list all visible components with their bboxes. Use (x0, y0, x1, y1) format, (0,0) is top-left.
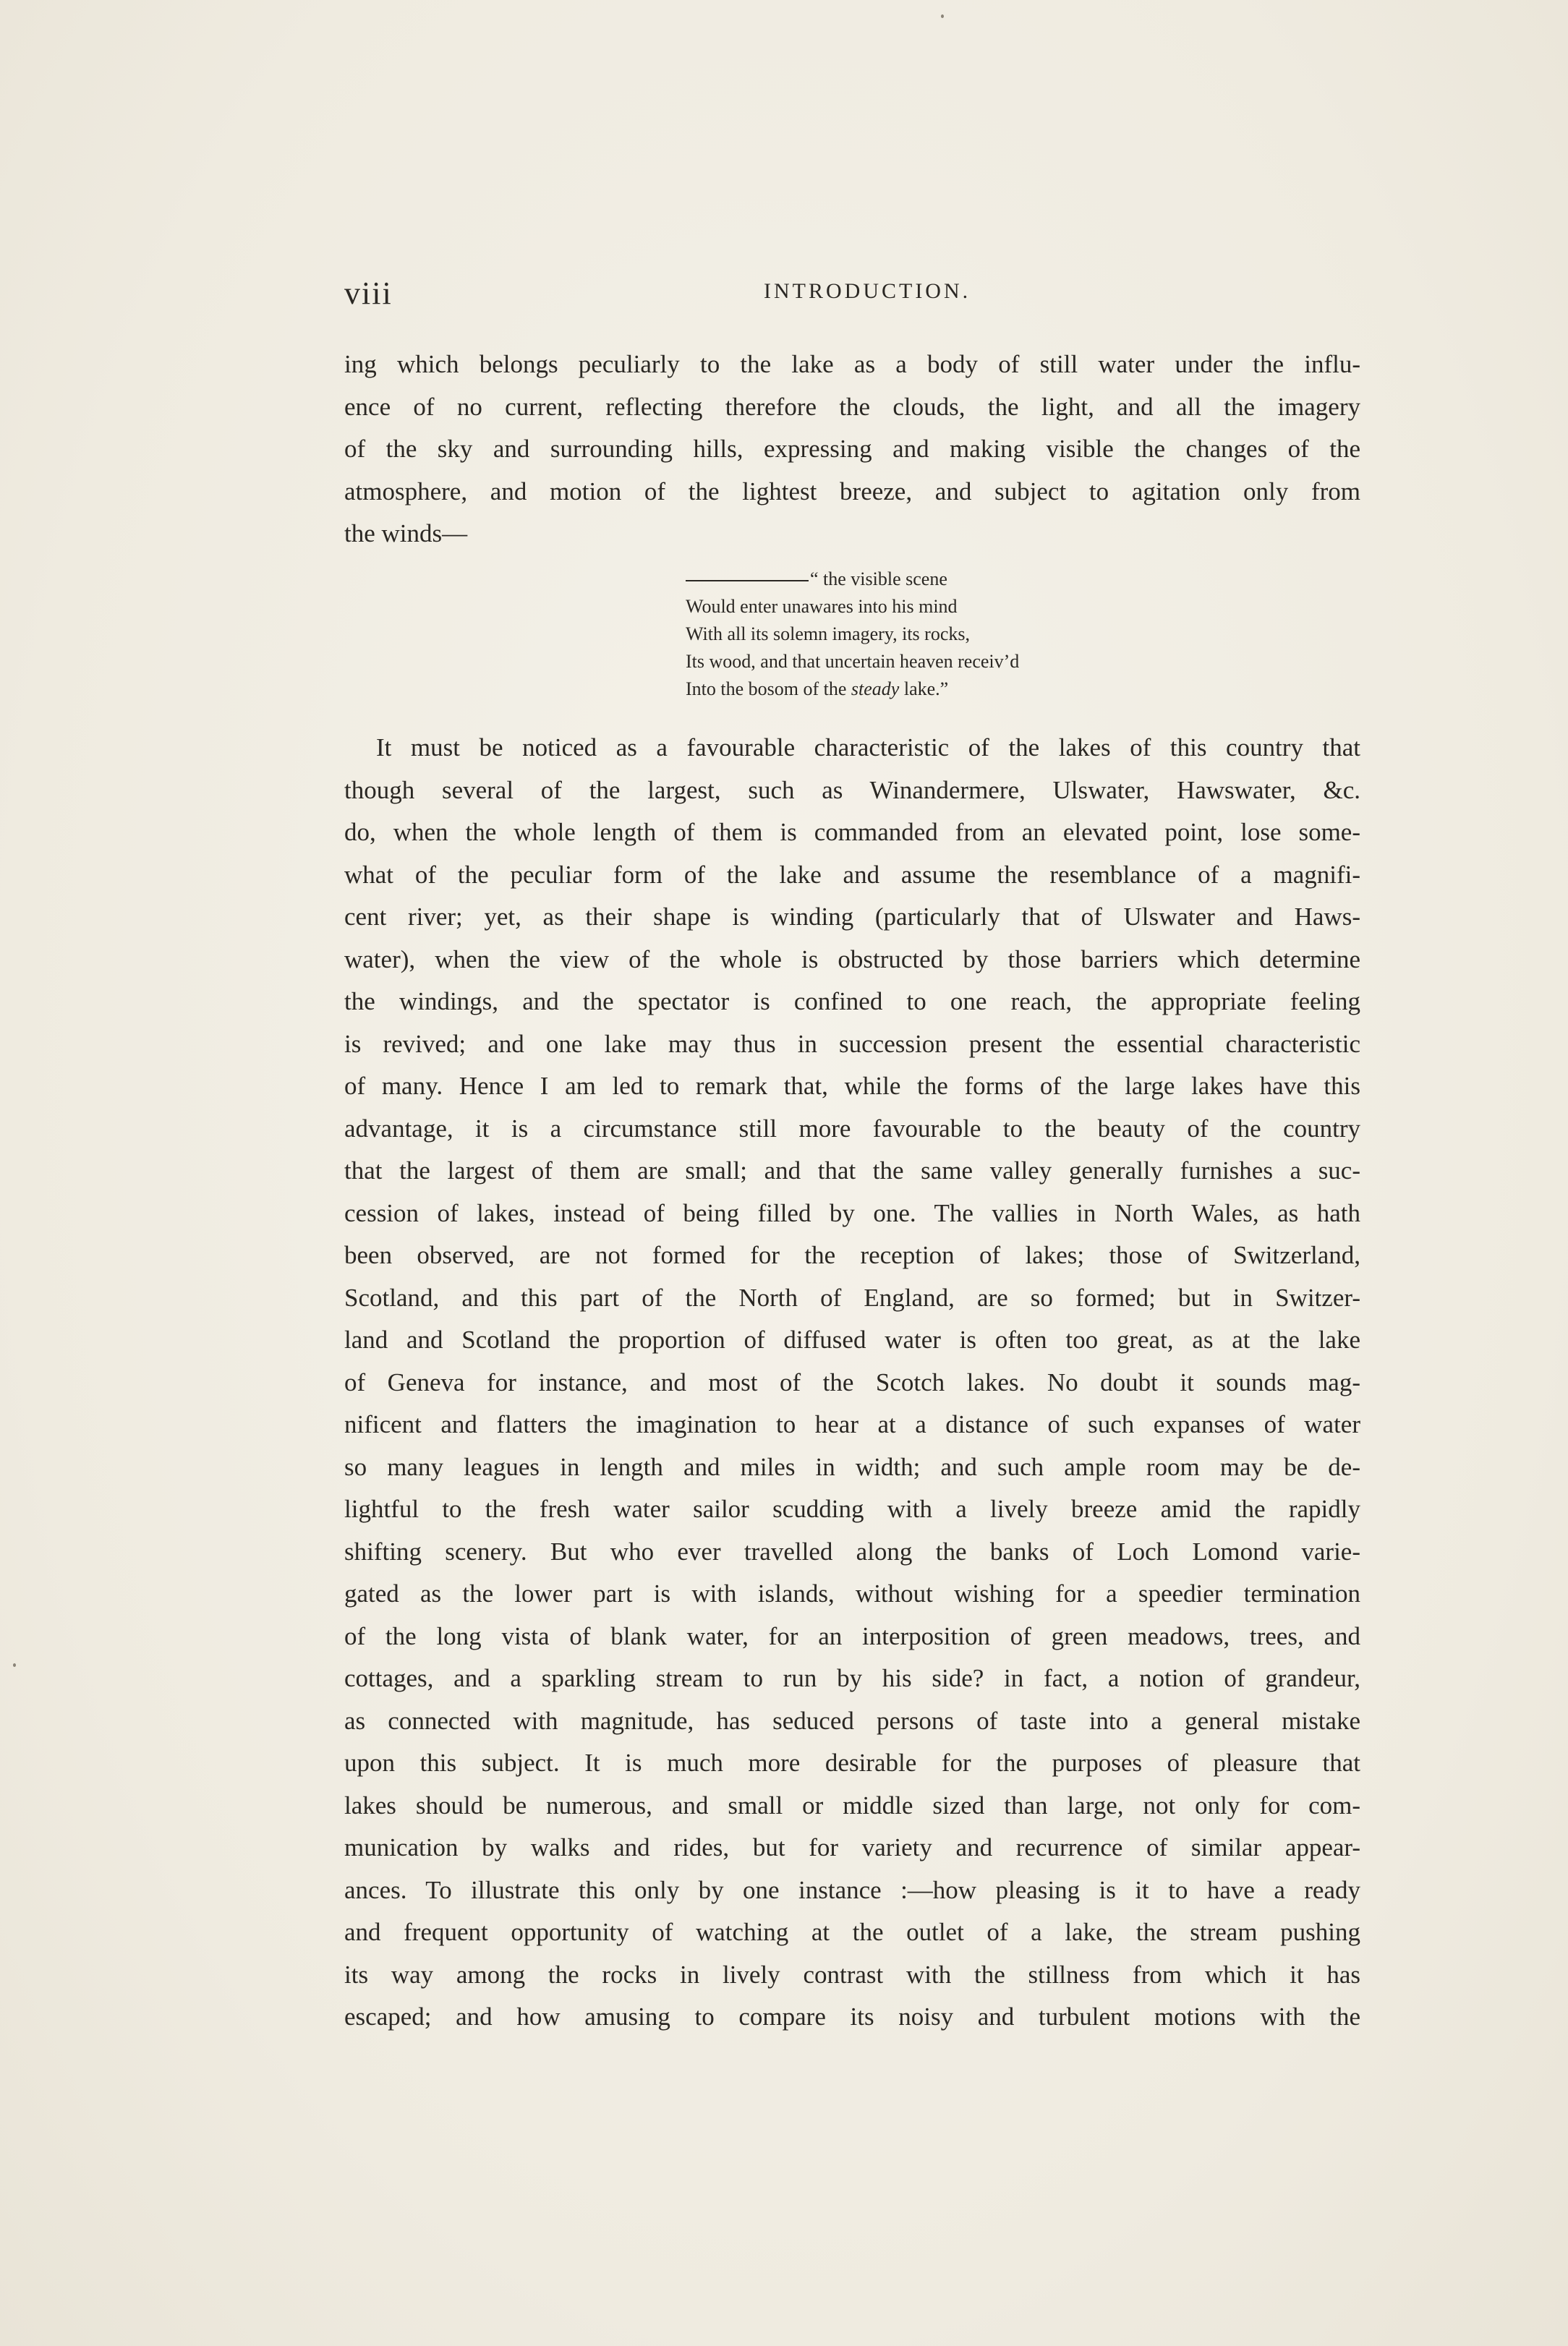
verse-line (686, 675, 1120, 703)
verse-line: With all its solemn imagery, its rocks, (686, 623, 970, 644)
text-line: cession of lakes, instead of being filled by one. The vallies in North Wales, as hath (344, 1198, 1360, 1227)
text-line: as connected with magnitude, has seduced persons of taste into a general mistake (344, 1706, 1360, 1735)
dash-rule (686, 580, 809, 581)
text-line: do, when the whole length of them is commanded from an elevated point, lose some- (344, 818, 1360, 846)
text-line: ances. To illustrate this only by one instance :—how pleasing is it to have a ready (344, 1875, 1360, 1904)
verse-line-text: “ the visible scene (810, 568, 947, 589)
text-line: escaped; and how amusing to compare its noisy and turbulent motions with the (344, 2002, 1360, 2031)
text-line: advantage, it is a circumstance still more favourable to the beauty of the country (344, 1114, 1360, 1143)
text-line: its way among the rocks in lively contrast with the stillness from which it has (344, 1960, 1360, 1989)
text-line: that the largest of them are small; and that the same valley generally furnishes a suc- (344, 1156, 1360, 1185)
verse-line: Would enter unawares into his mind (686, 596, 958, 617)
text-line: It must be noticed as a favourable characteristic of the lakes of this country that (376, 733, 1360, 762)
text-line: ing which belongs peculiarly to the lake as a body of still water under the influ- (344, 350, 1360, 378)
text-line: upon this subject. It is much more desirable for the purposes of pleasure that (344, 1749, 1360, 1777)
text-line: Scotland, and this part of the North of England, are so formed; but in Switzer- (344, 1283, 1360, 1312)
verse-text: Into the bosom of the (686, 678, 851, 699)
text-line: and frequent opportunity of watching at the outlet of a lake, the stream pushing (344, 1918, 1360, 1946)
text-line: lightful to the fresh water sailor scudding with a lively breeze amid the rapidly (344, 1495, 1360, 1523)
verse-line: Its wood, and that uncertain heaven receiv’d (686, 651, 1020, 672)
page-header (344, 275, 1360, 311)
text-line: of the long vista of blank water, for an interposition of green meadows, trees, and (344, 1621, 1360, 1650)
text-line: cottages, and a sparkling stream to run by his side? in fact, a notion of grandeur, (344, 1664, 1360, 1692)
text-line: is revived; and one lake may thus in succession present the essential characteristic (344, 1029, 1360, 1058)
verse-quotation (686, 566, 1120, 703)
text-line: though several of the largest, such as Winandermere, Ulswater, Hawswater, &c. (344, 775, 1360, 804)
page-number: viii (344, 276, 393, 311)
text-line: shifting scenery. But who ever travelled along the banks of Loch Lomond varie- (344, 1537, 1360, 1566)
text-line: of the sky and surrounding hills, expressing and making visible the changes of the (344, 435, 1360, 463)
text-line: lakes should be numerous, and small or middle sized than large, not only for com- (344, 1791, 1360, 1820)
text-line: atmosphere, and motion of the lightest breeze, and subject to agitation only from (344, 477, 1360, 506)
text-line: of many. Hence I am led to remark that, while the forms of the large lakes have this (344, 1072, 1360, 1100)
text-line: munication by walks and rides, but for variety and recurrence of similar appear- (344, 1833, 1360, 1861)
text-line: of Geneva for instance, and most of the Scotch lakes. No doubt it sounds mag- (344, 1368, 1360, 1396)
italic-word: steady (851, 678, 900, 699)
text-line: the winds— (344, 519, 468, 547)
verse-text: lake.” (899, 678, 949, 699)
running-head: INTRODUCTION. (764, 279, 971, 303)
verse-line (686, 566, 1120, 593)
paragraph-2 (344, 727, 1360, 2039)
paper-speck (13, 1663, 16, 1667)
text-line: land and Scotland the proportion of diffused water is often too great, as at the lake (344, 1326, 1360, 1354)
paper-speck (941, 14, 944, 18)
text-line: nificent and flatters the imagination to hear at a distance of such expanses of water (344, 1410, 1360, 1438)
text-line: what of the peculiar form of the lake and assume the resemblance of a magnifi- (344, 860, 1360, 889)
text-line: the windings, and the spectator is confined to one reach, the appropriate feeling (344, 987, 1360, 1015)
text-line: been observed, are not formed for the reception of lakes; those of Switzerland, (344, 1241, 1360, 1269)
paragraph-1 (344, 344, 1360, 555)
text-line: water), when the view of the whole is obstructed by those barriers which determine (344, 944, 1360, 973)
text-line: gated as the lower part is with islands, without wishing for a speedier termination (344, 1579, 1360, 1608)
text-line: cent river; yet, as their shape is winding (particularly that of Ulswater and Haws- (344, 903, 1360, 931)
text-line: so many leagues in length and miles in width; and such ample room may be de- (344, 1452, 1360, 1481)
text-line: ence of no current, reflecting therefore the clouds, the light, and all the imagery (344, 392, 1360, 421)
